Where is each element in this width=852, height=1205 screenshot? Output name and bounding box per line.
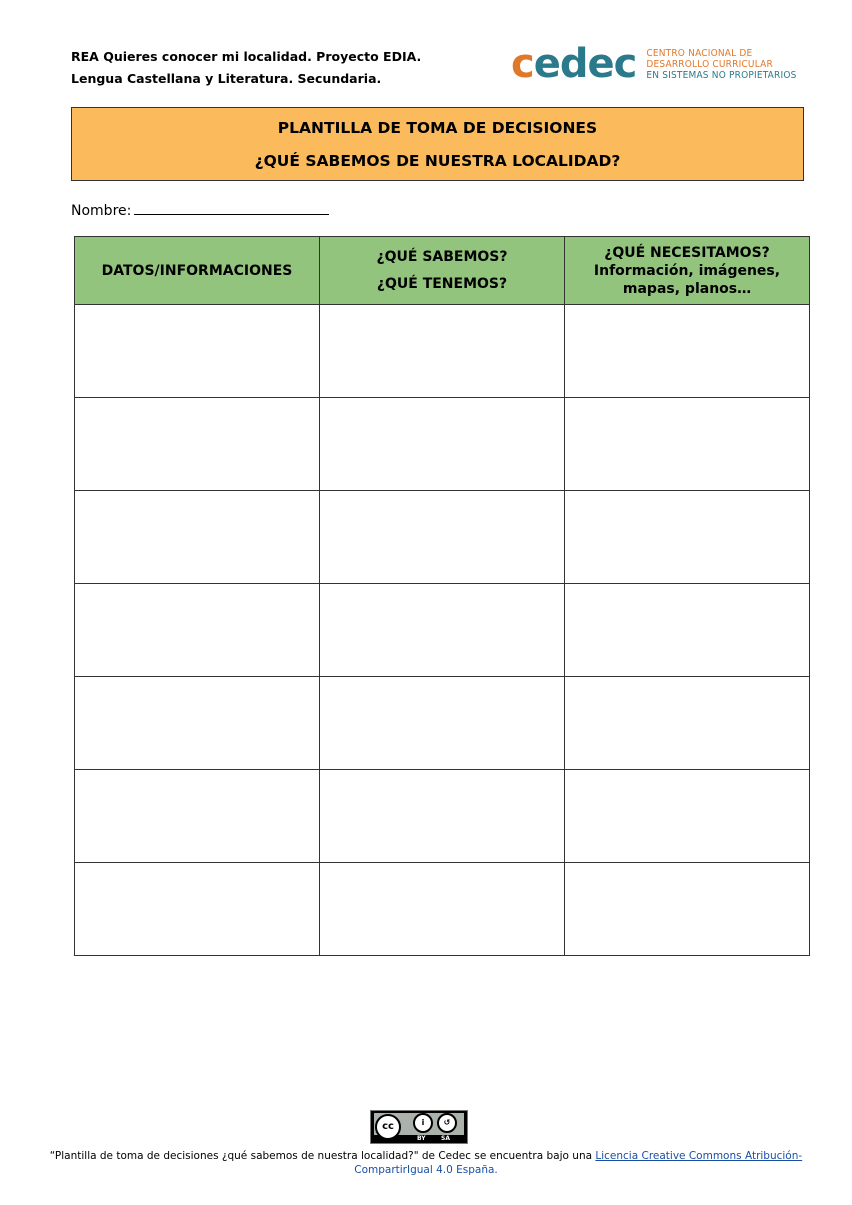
table-cell[interactable]	[75, 584, 320, 677]
header-line-1: REA Quieres conocer mi localidad. Proyecto EDIA.	[71, 49, 422, 64]
table-header-row	[75, 237, 810, 305]
table-cell[interactable]	[565, 305, 810, 398]
cedec-logo-subtitle: CENTRO NACIONAL DE DESARROLLO CURRICULAR EN SISTEMAS NO PROPIETARIOS	[646, 47, 797, 81]
title-line-2: ¿QUÉ SABEMOS DE NUESTRA LOCALIDAD?	[254, 152, 621, 170]
table-cell[interactable]	[565, 584, 810, 677]
decision-table	[74, 236, 810, 956]
table-cell[interactable]	[75, 398, 320, 491]
table-row	[75, 398, 810, 491]
table-cell[interactable]	[320, 305, 565, 398]
table-cell[interactable]	[320, 398, 565, 491]
table-row	[75, 305, 810, 398]
header-line-2: Lengua Castellana y Literatura. Secundaria.	[71, 71, 382, 86]
table-row	[75, 770, 810, 863]
header-que-sabemos: ¿QUÉ SABEMOS? ¿QUÉ TENEMOS?	[320, 237, 565, 305]
license-link[interactable]: Licencia Creative Commons Atribución-	[595, 1150, 803, 1162]
table-cell[interactable]	[75, 491, 320, 584]
table-row	[75, 584, 810, 677]
table-cell[interactable]	[565, 677, 810, 770]
header-datos: DATOS/INFORMACIONES	[75, 237, 320, 305]
footer-text: “Plantilla de toma de decisiones ¿qué sabemos de nuestra localidad?" de Cedec se encuentra bajo una	[49, 1150, 593, 1162]
table-cell[interactable]	[565, 863, 810, 956]
table-cell[interactable]	[75, 770, 320, 863]
table-cell[interactable]	[75, 677, 320, 770]
table-cell[interactable]	[320, 863, 565, 956]
cedec-logo-word: cedec	[511, 41, 637, 87]
sa-label: SA	[441, 1135, 450, 1142]
cc-by-sa-badge[interactable]	[370, 1110, 468, 1144]
table-cell[interactable]	[565, 491, 810, 584]
by-label: BY	[417, 1135, 426, 1142]
name-blank-line[interactable]	[134, 200, 329, 215]
cedec-logo	[511, 42, 797, 86]
share-alike-icon: ↺	[437, 1113, 457, 1133]
table-cell[interactable]	[565, 770, 810, 863]
table-cell[interactable]	[320, 491, 565, 584]
name-field	[71, 200, 329, 219]
cc-icon: cc	[375, 1114, 401, 1140]
table-cell[interactable]	[565, 398, 810, 491]
name-label: Nombre:	[71, 203, 132, 219]
table-cell[interactable]	[75, 863, 320, 956]
license-footer	[40, 1149, 812, 1177]
table-cell[interactable]	[320, 584, 565, 677]
document-header	[71, 46, 421, 90]
title-banner	[71, 107, 804, 181]
attribution-icon: i	[413, 1113, 433, 1133]
table-row	[75, 677, 810, 770]
table-cell[interactable]	[320, 770, 565, 863]
table-row	[75, 491, 810, 584]
header-que-necesitamos: ¿QUÉ NECESITAMOS? Información, imágenes, mapas, planos…	[565, 237, 810, 305]
table-cell[interactable]	[75, 305, 320, 398]
table-cell[interactable]	[320, 677, 565, 770]
table-row	[75, 863, 810, 956]
title-line-1: PLANTILLA DE TOMA DE DECISIONES	[277, 119, 598, 137]
license-link-cont[interactable]: CompartirIgual 4.0 España.	[354, 1164, 498, 1176]
